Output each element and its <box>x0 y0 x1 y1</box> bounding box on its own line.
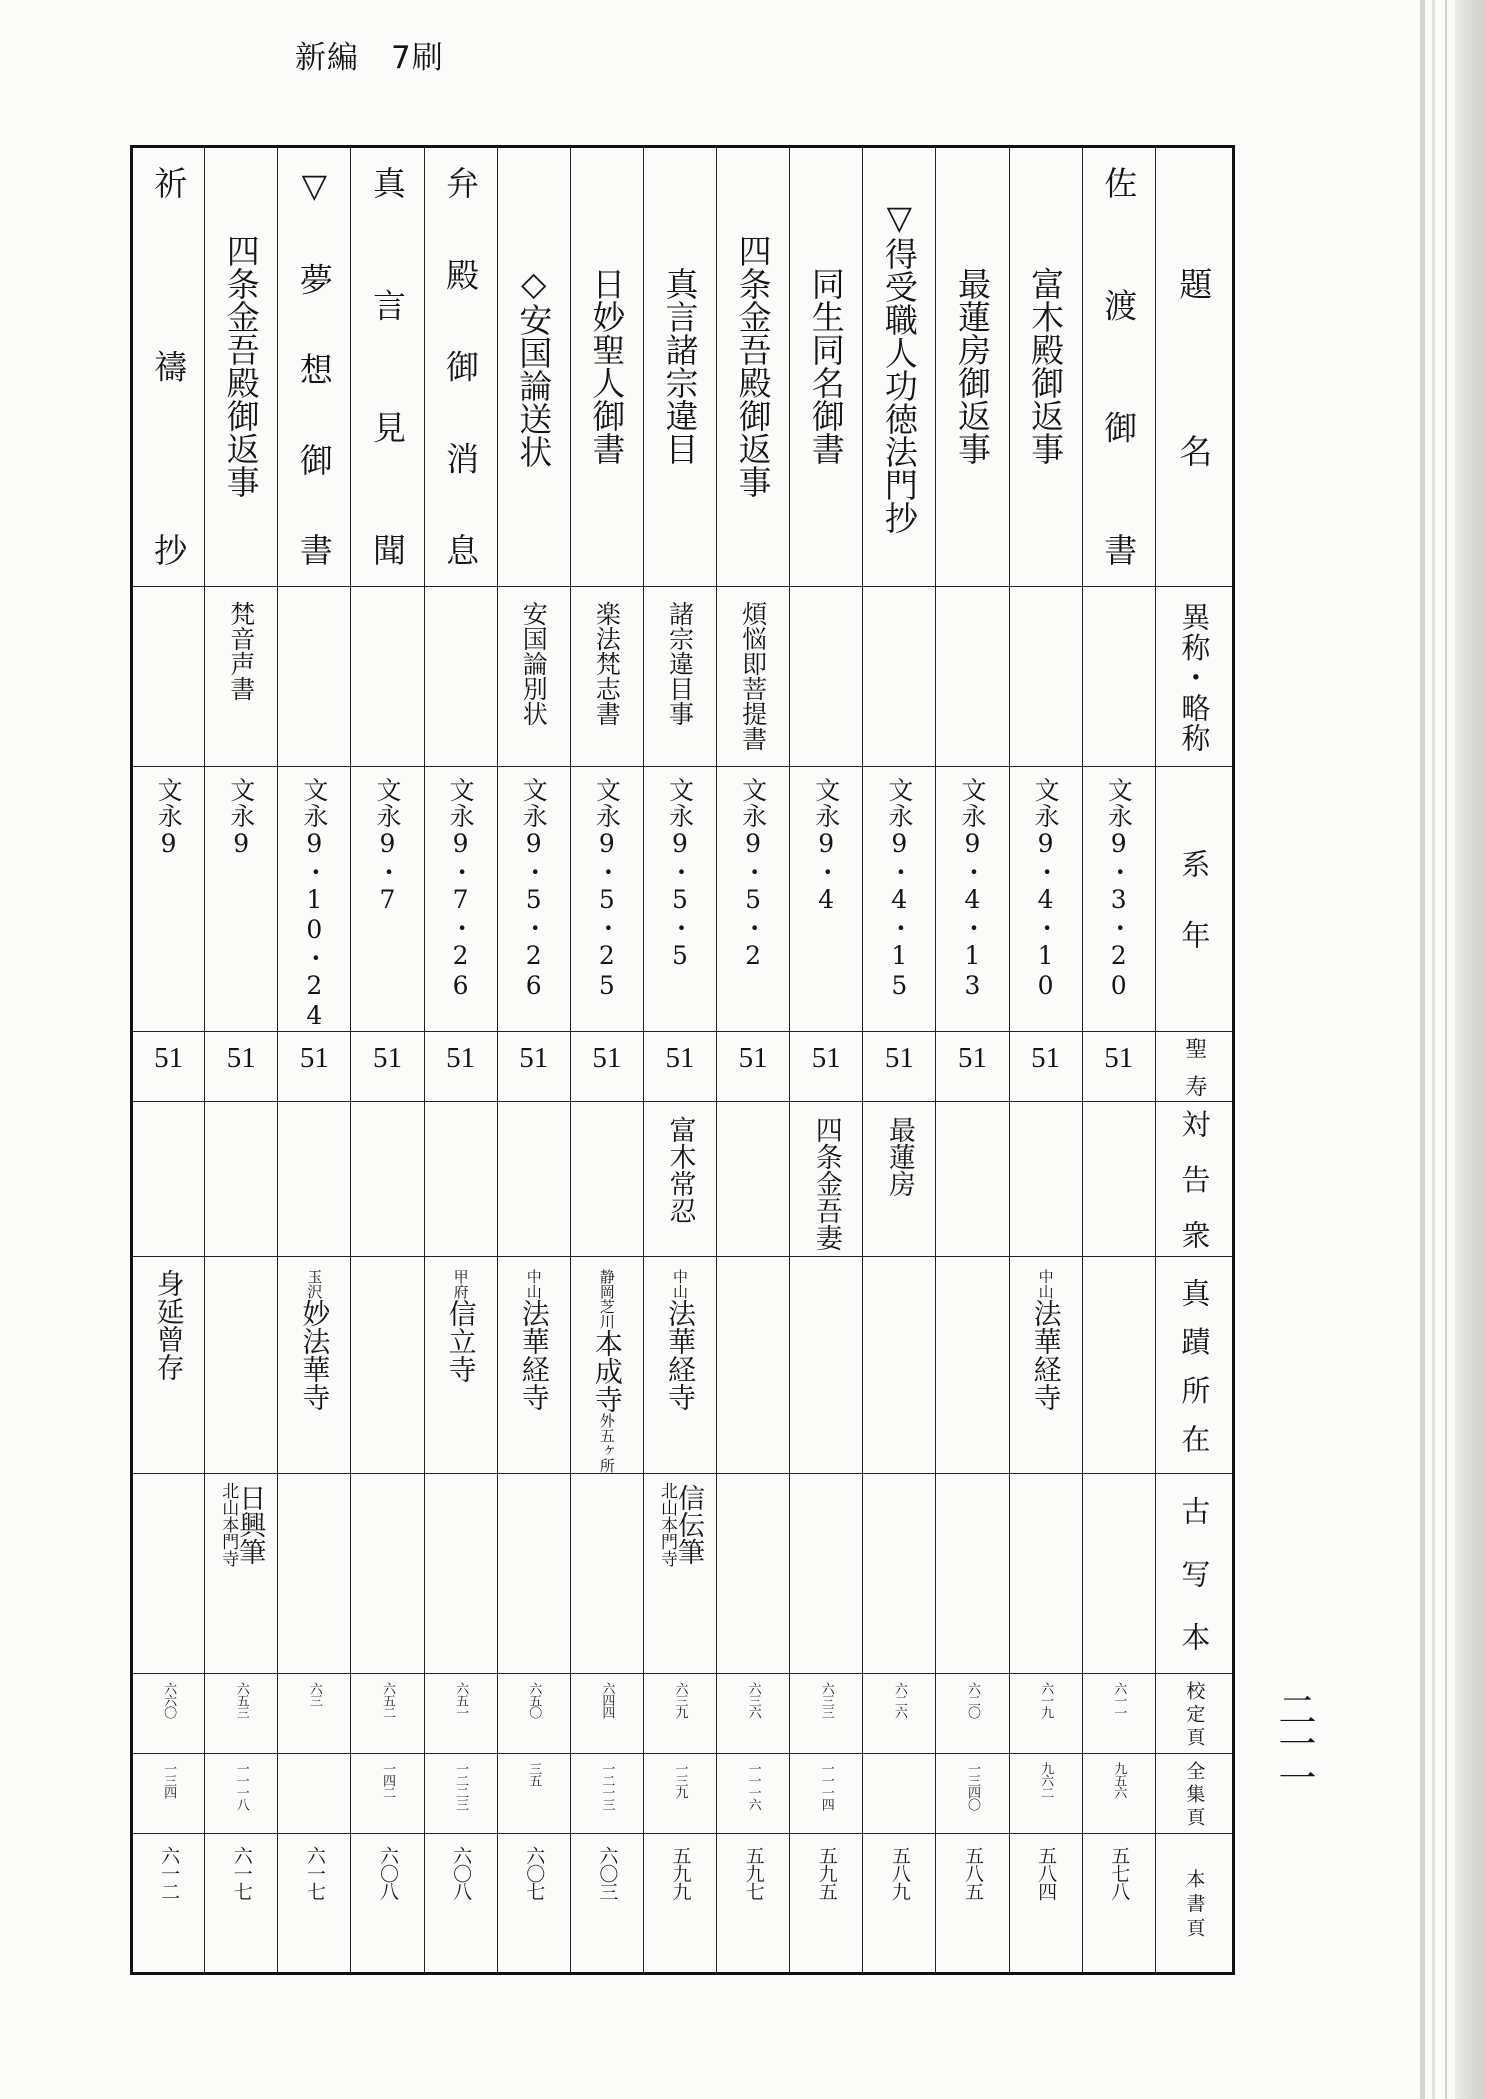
alias-text: 安国論別状 <box>519 601 549 726</box>
teihon-cell <box>132 1674 205 1754</box>
location-cell <box>497 1257 570 1474</box>
age-cell <box>790 1032 863 1102</box>
location-text <box>444 1257 478 1383</box>
zenshu-page: 一三四〇 <box>964 1762 980 1810</box>
header-cell-location <box>1155 1257 1233 1474</box>
table-row-alias <box>132 587 1234 767</box>
copy-scribe: 日興筆 <box>234 1484 266 1565</box>
honsho-cell <box>497 1834 570 1974</box>
zenshu-page: 九五六 <box>1111 1762 1127 1798</box>
header-label: 異称・略称 <box>1177 601 1212 752</box>
teihon-page: 六三三 <box>818 1682 834 1718</box>
title-cell <box>1082 147 1155 587</box>
header-cell-title <box>1155 147 1233 587</box>
date-cell <box>205 767 278 1032</box>
header-cell-date <box>1155 767 1233 1032</box>
copy-text <box>658 1474 702 1567</box>
date-text: 文永9・4・10 <box>1031 777 1061 1001</box>
copy-cell <box>790 1474 863 1674</box>
honsho-cell <box>278 1834 351 1974</box>
zenshu-page: 一四二 <box>379 1762 395 1798</box>
date-cell <box>717 767 790 1032</box>
age-text: 51 <box>884 1042 914 1074</box>
date-text: 文永9・5・26 <box>519 777 549 1001</box>
copy-location: 北山本門寺 <box>656 1482 677 1567</box>
honsho-page: 五七八 <box>1108 1846 1131 1900</box>
zenshu-cell <box>717 1754 790 1834</box>
title-cell <box>278 147 351 587</box>
header-cell-copy <box>1155 1474 1233 1674</box>
date-cell <box>863 767 936 1032</box>
alias-cell <box>205 587 278 767</box>
zenshu-cell <box>1082 1754 1155 1834</box>
title-cell <box>351 147 424 587</box>
document-title: 四条金吾殿御返事 <box>733 234 773 498</box>
zenshu-cell <box>863 1754 936 1834</box>
copy-cell <box>570 1474 643 1674</box>
teihon-cell <box>936 1674 1009 1754</box>
zenshu-page: 一二一三 <box>599 1762 615 1810</box>
date-cell <box>936 767 1009 1032</box>
title-cell <box>497 147 570 587</box>
title-cell <box>643 147 716 587</box>
age-cell <box>205 1032 278 1102</box>
date-text: 文永9・4 <box>811 777 841 915</box>
teihon-cell <box>351 1674 424 1754</box>
title-cell <box>717 147 790 587</box>
age-text: 51 <box>299 1042 329 1074</box>
table-row-age <box>132 1032 1234 1102</box>
location-prefix: 静岡芝川 <box>597 1269 616 1329</box>
header-label: 対告衆 <box>1177 1109 1212 1249</box>
honsho-cell <box>351 1834 424 1974</box>
teihon-cell <box>790 1674 863 1754</box>
copy-cell <box>497 1474 570 1674</box>
age-text: 51 <box>1031 1042 1061 1074</box>
location-cell <box>936 1257 1009 1474</box>
teihon-page: 六二〇 <box>964 1682 980 1718</box>
edition-header: 新編 7刷 <box>295 40 444 76</box>
copy-cell <box>1009 1474 1082 1674</box>
location-prefix: 中山 <box>524 1269 543 1299</box>
teihon-page: 六五三 <box>233 1682 249 1718</box>
location-cell <box>278 1257 351 1474</box>
zenshu-cell <box>424 1754 497 1834</box>
location-cell <box>132 1257 205 1474</box>
location-text <box>590 1257 624 1473</box>
location-cell <box>424 1257 497 1474</box>
document-title: 佐渡御書 <box>1099 166 1139 566</box>
recipient-cell <box>936 1102 1009 1257</box>
teihon-cell <box>1009 1674 1082 1754</box>
date-text: 文永9 <box>154 777 184 859</box>
teihon-cell <box>205 1674 278 1754</box>
recipient-cell <box>1009 1102 1082 1257</box>
teihon-cell <box>643 1674 716 1754</box>
honsho-page: 六一二 <box>158 1846 181 1900</box>
alias-cell <box>1009 587 1082 767</box>
header-label: 題名 <box>1174 267 1214 467</box>
location-cell <box>205 1257 278 1474</box>
zenshu-cell <box>278 1754 351 1834</box>
teihon-cell <box>570 1674 643 1754</box>
recipient-cell <box>424 1102 497 1257</box>
copy-cell <box>1082 1474 1155 1674</box>
header-label: 全集頁 <box>1183 1761 1206 1826</box>
copy-text <box>218 1474 266 1567</box>
copy-location: 北山本門寺 <box>218 1482 239 1567</box>
teihon-cell <box>424 1674 497 1754</box>
copy-cell <box>132 1474 205 1674</box>
header-label: 系年 <box>1177 849 1212 949</box>
date-cell <box>643 767 716 1032</box>
honsho-cell <box>132 1834 205 1974</box>
zenshu-page: 一三四 <box>161 1762 177 1798</box>
date-cell <box>497 767 570 1032</box>
location-name: 妙法華寺 <box>298 1299 332 1411</box>
age-cell <box>278 1032 351 1102</box>
location-name: 法華経寺 <box>517 1299 551 1411</box>
zenshu-page: 一二二三 <box>453 1762 469 1810</box>
document-title: 真言見聞 <box>367 166 407 566</box>
table-row-date <box>132 767 1234 1032</box>
recipient-cell <box>351 1102 424 1257</box>
table-row-title <box>132 147 1234 587</box>
honsho-cell <box>863 1834 936 1974</box>
honsho-cell <box>205 1834 278 1974</box>
book-edge-shadow <box>1420 0 1425 2099</box>
location-text <box>1029 1257 1063 1411</box>
document-title: 同生同名御書 <box>806 267 846 465</box>
honsho-page: 五九七 <box>742 1846 765 1900</box>
alias-cell <box>278 587 351 767</box>
location-cell <box>1082 1257 1155 1474</box>
alias-text: 梵音声書 <box>226 601 256 701</box>
recipient-cell <box>863 1102 936 1257</box>
table-row-location <box>132 1257 1234 1474</box>
recipient-text: 四条金吾妻 <box>810 1116 842 1251</box>
zenshu-page: 一一一六 <box>745 1762 761 1810</box>
teihon-page: 六五二 <box>379 1682 395 1718</box>
age-text: 51 <box>957 1042 987 1074</box>
book-edge-shadow <box>1455 0 1485 2099</box>
zenshu-cell <box>351 1754 424 1834</box>
date-text: 文永9・5・2 <box>738 777 768 971</box>
document-title: 最蓮房御返事 <box>952 267 992 465</box>
header-cell-teihon <box>1155 1674 1233 1754</box>
age-cell <box>643 1032 716 1102</box>
document-table <box>130 145 1235 1975</box>
honsho-page: 六一七 <box>230 1846 253 1900</box>
header-cell-recipient <box>1155 1102 1233 1257</box>
honsho-page: 六一七 <box>303 1846 326 1900</box>
title-cell <box>790 147 863 587</box>
teihon-cell <box>278 1674 351 1754</box>
location-name: 本成寺 <box>590 1329 624 1413</box>
age-text: 51 <box>519 1042 549 1074</box>
location-cell <box>351 1257 424 1474</box>
document-title: 真言諸宗違目 <box>660 267 700 465</box>
honsho-cell <box>424 1834 497 1974</box>
header-label: 古写本 <box>1177 1496 1212 1651</box>
copy-cell <box>863 1474 936 1674</box>
table-row-zenshu <box>132 1754 1234 1834</box>
honsho-cell <box>936 1834 1009 1974</box>
zenshu-cell <box>936 1754 1009 1834</box>
zenshu-cell <box>643 1754 716 1834</box>
document-title: 日妙聖人御書 <box>587 267 627 465</box>
alias-cell <box>351 587 424 767</box>
location-name: 身延曾存 <box>152 1269 186 1381</box>
location-name: 信立寺 <box>444 1299 478 1383</box>
zenshu-cell <box>570 1754 643 1834</box>
title-cell <box>132 147 205 587</box>
age-cell <box>936 1032 1009 1102</box>
location-text <box>152 1257 186 1381</box>
copy-cell <box>936 1474 1009 1674</box>
copy-cell <box>643 1474 716 1674</box>
date-cell <box>1082 767 1155 1032</box>
date-text: 文永9・5・5 <box>665 777 695 971</box>
teihon-cell <box>863 1674 936 1754</box>
recipient-cell <box>278 1102 351 1257</box>
header-label: 聖寿 <box>1181 1036 1207 1097</box>
zenshu-page: 九六二 <box>1038 1762 1054 1798</box>
age-cell <box>863 1032 936 1102</box>
title-cell <box>1009 147 1082 587</box>
recipient-cell <box>643 1102 716 1257</box>
zenshu-page: 一一一四 <box>818 1762 834 1810</box>
date-cell <box>351 767 424 1032</box>
honsho-page: 六〇八 <box>376 1846 399 1900</box>
document-title: 祈禱抄 <box>149 166 189 566</box>
alias-cell <box>936 587 1009 767</box>
honsho-page: 六〇七 <box>523 1846 546 1900</box>
age-cell <box>570 1032 643 1102</box>
teihon-page: 六三九 <box>672 1682 688 1718</box>
table-row-copy <box>132 1474 1234 1674</box>
teihon-page: 六一九 <box>1038 1682 1054 1718</box>
honsho-page: 五八四 <box>1035 1846 1058 1900</box>
teihon-page: 六三 <box>306 1682 322 1706</box>
zenshu-page: 一一一八 <box>233 1762 249 1810</box>
document-title: 四条金吾殿御返事 <box>221 234 261 498</box>
header-label: 校定頁 <box>1183 1681 1206 1746</box>
date-text: 文永9・4・15 <box>884 777 914 1001</box>
copy-scribe: 信伝筆 <box>672 1484 704 1565</box>
location-cell <box>717 1257 790 1474</box>
document-title: 弁殿御消息 <box>441 166 481 566</box>
honsho-cell <box>643 1834 716 1974</box>
recipient-text: 富木常忍 <box>664 1116 696 1224</box>
zenshu-cell <box>132 1754 205 1834</box>
age-text: 51 <box>592 1042 622 1074</box>
date-text: 文永9・7・26 <box>446 777 476 1001</box>
location-text <box>298 1257 332 1411</box>
date-text: 文永9・4・13 <box>957 777 987 1001</box>
honsho-cell <box>1009 1834 1082 1974</box>
date-cell <box>424 767 497 1032</box>
honsho-page: 五九五 <box>815 1846 838 1900</box>
age-cell <box>717 1032 790 1102</box>
copy-cell <box>278 1474 351 1674</box>
book-edge-shadow <box>1445 0 1447 2099</box>
teihon-cell <box>717 1674 790 1754</box>
recipient-cell <box>570 1102 643 1257</box>
honsho-cell <box>717 1834 790 1974</box>
date-cell <box>570 767 643 1032</box>
alias-cell <box>132 587 205 767</box>
recipient-cell <box>497 1102 570 1257</box>
zenshu-cell <box>205 1754 278 1834</box>
age-text: 51 <box>738 1042 768 1074</box>
document-title: ◇安国論送状 <box>514 264 554 468</box>
location-name: 法華経寺 <box>1029 1299 1063 1411</box>
teihon-page: 六三六 <box>745 1682 761 1718</box>
location-prefix: 中山 <box>1036 1269 1055 1299</box>
table-row-honsho <box>132 1834 1234 1974</box>
alias-cell <box>424 587 497 767</box>
location-name: 法華経寺 <box>663 1299 697 1411</box>
age-text: 51 <box>372 1042 402 1074</box>
teihon-page: 六四四 <box>599 1682 615 1718</box>
location-cell <box>570 1257 643 1474</box>
alias-cell <box>570 587 643 767</box>
age-cell <box>351 1032 424 1102</box>
location-prefix: 玉沢 <box>305 1269 324 1299</box>
location-cell <box>790 1257 863 1474</box>
date-cell <box>790 767 863 1032</box>
document-title: 富木殿御返事 <box>1026 267 1066 465</box>
header-cell-honsho <box>1155 1834 1233 1974</box>
location-cell <box>863 1257 936 1474</box>
location-text <box>517 1257 551 1411</box>
zenshu-page: 三五 <box>526 1762 542 1786</box>
honsho-page: 五九九 <box>669 1846 692 1900</box>
book-edge-shadow <box>1432 0 1435 2099</box>
zenshu-cell <box>497 1754 570 1834</box>
honsho-page: 六〇八 <box>450 1846 473 1900</box>
age-cell <box>497 1032 570 1102</box>
date-text: 文永9・7 <box>372 777 402 915</box>
location-note: 外五ヶ所 <box>597 1413 616 1473</box>
alias-text: 煩悩即菩提書 <box>738 601 768 751</box>
recipient-cell <box>790 1102 863 1257</box>
age-cell <box>1009 1032 1082 1102</box>
recipient-text: 最蓮房 <box>883 1116 915 1197</box>
header-cell-age <box>1155 1032 1233 1102</box>
date-text: 文永9 <box>226 777 256 859</box>
copy-cell <box>717 1474 790 1674</box>
document-title: ▽夢想御書 <box>294 166 334 566</box>
alias-cell <box>497 587 570 767</box>
copy-cell <box>424 1474 497 1674</box>
copy-cell <box>205 1474 278 1674</box>
teihon-page: 六二六 <box>891 1682 907 1718</box>
honsho-cell <box>1082 1834 1155 1974</box>
zenshu-cell <box>790 1754 863 1834</box>
date-text: 文永9・10・24 <box>299 777 329 1031</box>
location-cell <box>1009 1257 1082 1474</box>
teihon-page: 六一一 <box>1111 1682 1127 1718</box>
date-text: 文永9・5・25 <box>592 777 622 1001</box>
title-cell <box>936 147 1009 587</box>
teihon-cell <box>1082 1674 1155 1754</box>
copy-cell <box>351 1474 424 1674</box>
teihon-page: 六五一 <box>453 1682 469 1718</box>
honsho-page: 五八九 <box>888 1846 911 1900</box>
teihon-page: 六五〇 <box>526 1682 542 1718</box>
alias-cell <box>790 587 863 767</box>
date-text: 文永9・3・20 <box>1104 777 1134 1001</box>
page-number: 二一一 <box>1272 1690 1316 1792</box>
alias-cell <box>717 587 790 767</box>
location-cell <box>643 1257 716 1474</box>
document-title: ▽得受職人功徳法門抄 <box>879 198 919 534</box>
age-cell <box>1082 1032 1155 1102</box>
alias-text: 諸宗違目事 <box>665 601 695 726</box>
header-cell-zenshu <box>1155 1754 1233 1834</box>
age-text: 51 <box>446 1042 476 1074</box>
alias-cell <box>643 587 716 767</box>
table-row-teihon <box>132 1674 1234 1754</box>
zenshu-page: 一三九 <box>672 1762 688 1798</box>
date-cell <box>1009 767 1082 1032</box>
header-label: 本書頁 <box>1183 1869 1206 1937</box>
date-cell <box>278 767 351 1032</box>
title-cell <box>424 147 497 587</box>
teihon-page: 六六〇 <box>161 1682 177 1718</box>
recipient-cell <box>717 1102 790 1257</box>
date-cell <box>132 767 205 1032</box>
age-text: 51 <box>154 1042 184 1074</box>
age-text: 51 <box>1104 1042 1134 1074</box>
honsho-cell <box>790 1834 863 1974</box>
recipient-cell <box>1082 1102 1155 1257</box>
recipient-cell <box>132 1102 205 1257</box>
honsho-cell <box>570 1834 643 1974</box>
location-prefix: 甲府 <box>451 1269 470 1299</box>
honsho-page: 六〇三 <box>596 1846 619 1900</box>
alias-cell <box>1082 587 1155 767</box>
alias-text: 楽法梵志書 <box>592 601 622 726</box>
title-cell <box>863 147 936 587</box>
alias-cell <box>863 587 936 767</box>
age-text: 51 <box>665 1042 695 1074</box>
recipient-cell <box>205 1102 278 1257</box>
location-prefix: 中山 <box>670 1269 689 1299</box>
teihon-cell <box>497 1674 570 1754</box>
age-cell <box>424 1032 497 1102</box>
age-text: 51 <box>811 1042 841 1074</box>
age-cell <box>132 1032 205 1102</box>
title-cell <box>570 147 643 587</box>
location-text <box>663 1257 697 1411</box>
title-cell <box>205 147 278 587</box>
honsho-page: 五八五 <box>961 1846 984 1900</box>
header-cell-alias <box>1155 587 1233 767</box>
age-text: 51 <box>226 1042 256 1074</box>
zenshu-cell <box>1009 1754 1082 1834</box>
table-row-recipient <box>132 1102 1234 1257</box>
header-label: 真蹟所在 <box>1177 1277 1212 1453</box>
